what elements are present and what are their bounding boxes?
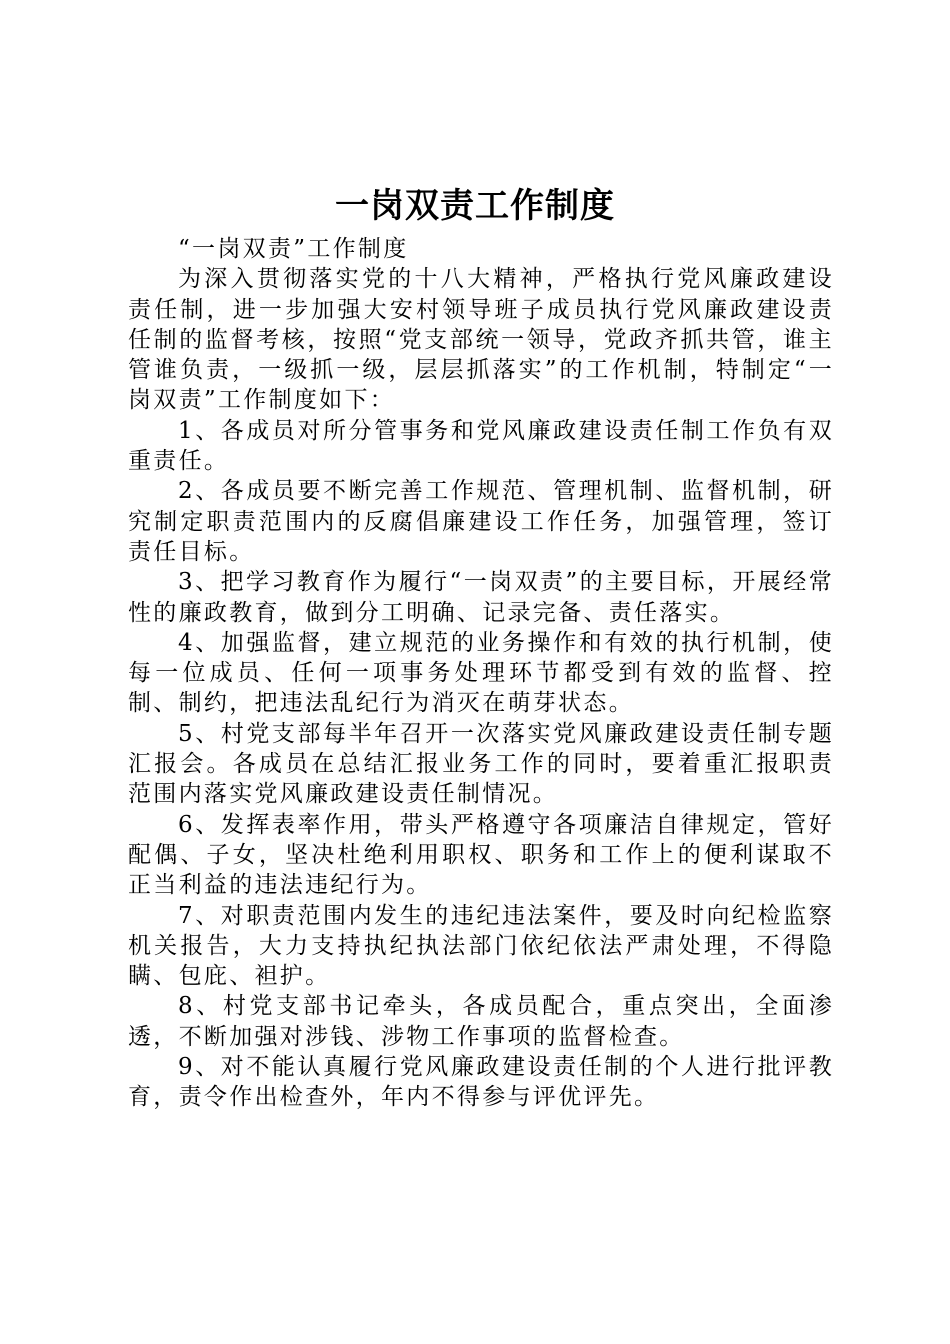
document-title: 一岗双责工作制度 (335, 186, 615, 226)
document-subtitle: “一岗双责”工作制度 (178, 236, 409, 262)
rule-item-5: 5、村党支部每半年召开一次落实党风廉政建设责任制专题汇报会。各成员在总结汇报业务工作的同时，要着重汇报职责范围内落实党风廉政建设责任制情况。 (128, 720, 834, 808)
rule-item-9: 9、对不能认真履行党风廉政建设责任制的个人进行批评教育，责令作出检查外，年内不得参与评优评先。 (128, 1054, 834, 1111)
rule-item-3: 3、把学习教育作为履行“一岗双责”的主要目标，开展经常性的廉政教育，做到分工明确、记录完备、责任落实。 (128, 569, 834, 626)
rule-item-1: 1、各成员对所分管事务和党风廉政建设责任制工作负有双重责任。 (128, 417, 834, 475)
rule-item-6: 6、发挥表率作用，带头严格遵守各项廉洁自律规定，管好配偶、子女，坚决杜绝利用职权、职务和工作上的便利谋取不正当利益的违法违纪行为。 (128, 811, 834, 899)
rule-item-8: 8、村党支部书记牵头，各成员配合，重点突出，全面渗透，不断加强对涉钱、涉物工作事项的监督检查。 (128, 993, 834, 1050)
rule-item-7: 7、对职责范围内发生的违纪违法案件，要及时向纪检监察机关报告，大力支持执纪执法部门依纪依法严肃处理，不得隐瞒、包庇、袒护。 (128, 902, 834, 990)
intro-paragraph: 为深入贯彻落实党的十八大精神，严格执行党风廉政建设责任制，进一步加强大安村领导班子成员执行党风廉政建设责任制的监督考核，按照“党支部统一领导，党政齐抓共管，谁主管谁负责，一级抓一级，层层抓落实”的工作机制，特制定“一岗双责”工作制度如下： (128, 266, 834, 414)
document-body (128, 234, 834, 1113)
rule-item-2: 2、各成员要不断完善工作规范、管理机制、监督机制，研究制定职责范围内的反腐倡廉建设工作任务，加强管理，签订责任目标。 (128, 478, 834, 565)
rule-item-4: 4、加强监督，建立规范的业务操作和有效的执行机制，使每一位成员、任何一项事务处理环节都受到有效的监督、控制、制约，把违法乱纪行为消灭在萌芽状态。 (128, 629, 834, 717)
